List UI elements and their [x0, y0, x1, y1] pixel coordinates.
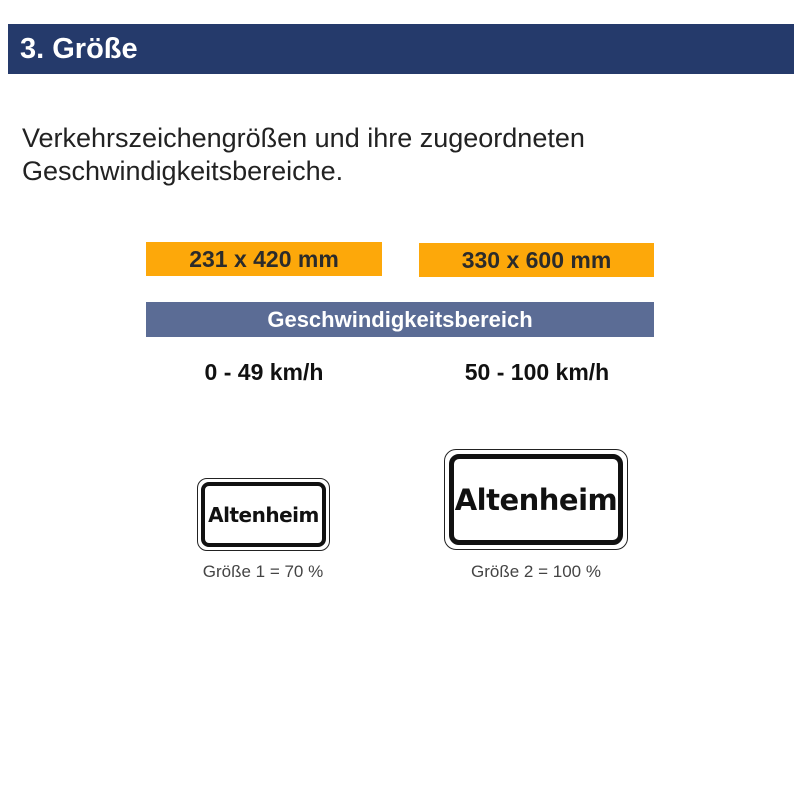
sign-size-1: [197, 478, 330, 551]
sign-size-2-text: Altenheim: [449, 454, 623, 545]
size-1-speed-range: 0 - 49 km/h: [204, 359, 324, 385]
section-title: 3. Größe: [20, 33, 138, 65]
sign-size-2: [444, 449, 628, 550]
intro-line-1: Verkehrszeichengrößen und ihre zugeordneten: [22, 123, 585, 153]
intro-text: [22, 122, 722, 188]
size-2-speed-range: 50 - 100 km/h: [464, 359, 610, 385]
size-2-dimension: 330 x 600 mm: [419, 243, 654, 277]
sign-size-1-text: Altenheim: [201, 482, 326, 547]
size-2-caption: Größe 2 = 100 %: [471, 562, 601, 581]
intro-line-2: Geschwindigkeitsbereiche.: [22, 156, 344, 186]
section-header: [8, 24, 794, 74]
size-1-caption: Größe 1 = 70 %: [202, 562, 324, 581]
size-1-dimension: 231 x 420 mm: [146, 242, 382, 276]
speed-range-header: Geschwindigkeitsbereich: [146, 302, 654, 337]
